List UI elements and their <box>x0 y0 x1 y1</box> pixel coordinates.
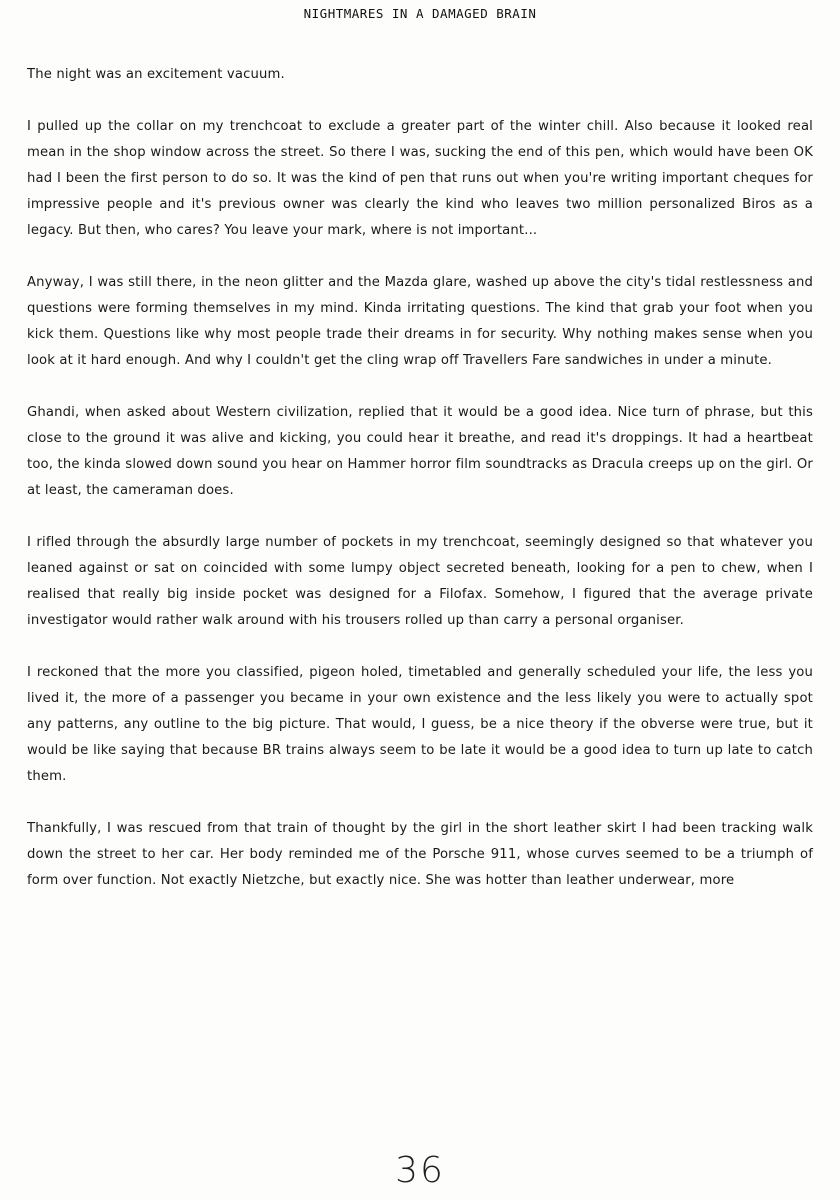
paragraph-2: I pulled up the collar on my trenchcoat to exclude a greater part of the winter chill. Also because it looked real mean in the shop window across the street. So there I was, sucking the end of this pen, which would have been OK had I been the first person to do so. It was the kind of pen that runs out when you're writing important cheques for impressive people and it's previous owner was clearly the kind who leaves two million personalized Biros as a legacy. But then, who cares? You leave your mark, where is not important... <box>27 119 813 238</box>
page-title: NIGHTMARES IN A DAMAGED BRAIN <box>303 6 537 21</box>
paragraph-7: Thankfully, I was rescued from that train of thought by the girl in the short leather skirt I had been tracking walk down the street to her car. Her body reminded me of the Porsche 911, whose curves seemed to be a triumph of form over function. Not exactly Nietzche, but exactly nice. She was hotter than leather underwear, more <box>27 821 813 888</box>
paragraph-5: I rifled through the absurdly large number of pockets in my trenchcoat, seemingly designed so that whatever you leaned against or sat on coincided with some lumpy object secreted beneath, looking for a pen to chew, when I realised that really big inside pocket was designed for a Filofax. Somehow, I figured that the average private investigator would rather walk around with his trousers rolled up than carry a personal organiser. <box>27 535 813 628</box>
paragraph-1: The night was an excitement vacuum. <box>27 67 285 82</box>
paragraph-3: Anyway, I was still there, in the neon glitter and the Mazda glare, washed up above the city's tidal restlessness and questions were forming themselves in my mind. Kinda irritating questions. The kind that grab your foot when you kick them. Questions like why most people trade their dreams in for security. Why nothing makes sense when you look at it hard enough. And why I couldn't get the cling wrap off Travellers Fare sandwiches in under a minute. <box>27 275 813 368</box>
page-number: 36 <box>395 1150 445 1191</box>
paragraph-4: Ghandi, when asked about Western civilization, replied that it would be a good idea. Nice turn of phrase, but this close to the ground it was alive and kicking, you could hear it breathe, and read it's droppings. It had a heartbeat too, the kinda slowed down sound you hear on Hammer horror film soundtracks as Dracula creeps up on the girl. Or at least, the cameraman does. <box>27 405 813 498</box>
paragraph-6: I reckoned that the more you classified, pigeon holed, timetabled and generally scheduled your life, the less you lived it, the more of a passenger you became in your own existence and the less likely you were to actually spot any patterns, any outline to the big picture. That would, I guess, be a nice theory if the obverse were true, but it would be like saying that because BR trains always seem to be late it would be a good idea to turn up late to catch them. <box>27 665 813 784</box>
body-text <box>27 62 813 920</box>
